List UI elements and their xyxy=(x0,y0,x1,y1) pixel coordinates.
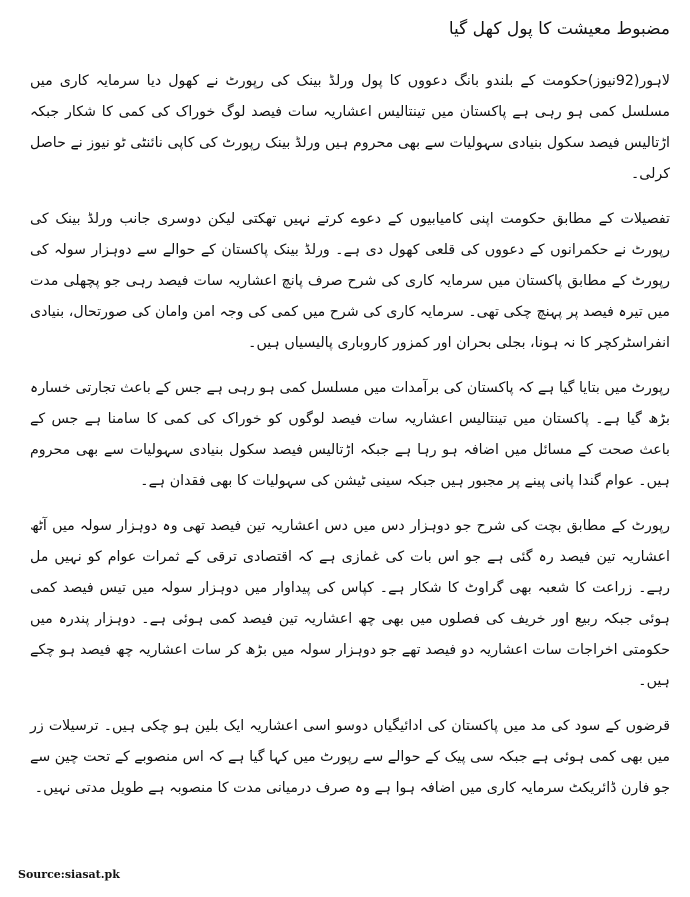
article-paragraph: تفصیلات کے مطابق حکومت اپنی کامیابیوں کے دعوے کرتے نہیں تھکتی لیکن دوسری جانب ورلڈ بینک کی رپورٹ نے حکمرانوں کے دعووں کی قلعی کھول دی ہے۔ ورلڈ بینک پاکستان کے حوالے سے دوہزار سولہ کی رپورٹ کے مطابق پاکستان میں سرمایہ کاری کی شرح صرف پانچ اعشاریہ سات فیصد رہی جو پچھلی مدت میں تیرہ فیصد پر پہنچ چکی تھی۔ سرمایہ کاری کی شرح میں کمی کی وجہ امن وامان کی صورتحال، بنیادی انفراسٹرکچر کا نہ ہونا، بجلی بحران اور کمزور کاروباری پالیسیاں ہیں۔ xyxy=(30,211,670,351)
article-paragraph: لاہور(92نیوز)حکومت کے بلندو بانگ دعووں کا پول ورلڈ بینک کی رپورٹ نے کھول دیا سرمایہ کاری میں مسلسل کمی ہو رہی ہے پاکستان میں تینتالیس اعشاریہ سات فیصد لوگ خوراک کی کمی کا شکار جبکہ اڑتالیس فیصد سکول بنیادی سہولیات سے بھی محروم ہیں ورلڈ بینک رپورٹ کی کاپی نائنٹی ٹو نیوز نے حاصل کرلی۔ xyxy=(30,73,670,182)
article-paragraph: قرضوں کے سود کی مد میں پاکستان کی ادائیگیاں دوسو اسی اعشاریہ ایک بلین ہو چکی ہیں۔ ترسیلات زر میں بھی کمی ہوئی ہے جبکہ سی پیک کے حوالے سے رپورٹ میں کہا گیا ہے کہ اس منصوبے کے تحت چین سے جو فارن ڈائریکٹ سرمایہ کاری میں اضافہ ہوا ہے وہ صرف درمیانی مدت کا منصوبہ ہے طویل مدتی نہیں۔ xyxy=(30,718,670,796)
article-headline: مضبوط معیشت کا پول کھل گیا xyxy=(448,19,670,39)
article-paragraph: رپورٹ میں بتایا گیا ہے کہ پاکستان کی برآمدات میں مسلسل کمی ہو رہی ہے جس کے باعث تجارتی خسارہ بڑھ گیا ہے۔ پاکستان میں تینتالیس اعشاریہ سات فیصد لوگوں کو خوراک کی کمی کا سامنا ہے جس کے باعث صحت کے مسائل میں اضافہ ہو رہا ہے جبکہ اڑتالیس فیصد سکول بنیادی سہولیات سے بھی محروم ہیں۔ عوام گندا پانی پینے پر مجبور ہیں جبکہ سینی ٹیشن کی سہولیات کا بھی فقدان ہے۔ xyxy=(30,380,670,489)
source-credit: Source:siasat.pk xyxy=(18,868,120,881)
article-paragraph: رپورٹ کے مطابق بچت کی شرح جو دوہزار دس میں دس اعشاریہ تین فیصد تھی وہ دوہزار سولہ میں آٹھ اعشاریہ تین فیصد رہ گئی ہے جو اس بات کی غمازی ہے کہ اقتصادی ترقی کے ثمرات عوام کو نہیں مل رہے۔ زراعت کا شعبہ بھی گراوٹ کا شکار ہے۔ کپاس کی پیداوار میں دوہزار سولہ میں تیس فیصد کمی ہوئی جبکہ ربیع اور خریف کی فصلوں میں بھی چھ اعشاریہ تین فیصد کمی ہوئی ہے۔ دوہزار پندرہ میں حکومتی اخراجات سات اعشاریہ دو فیصد تھے جو دوہزار سولہ میں بڑھ کر سات اعشاریہ چھ فیصد ہو چکے ہیں۔ xyxy=(30,518,670,689)
